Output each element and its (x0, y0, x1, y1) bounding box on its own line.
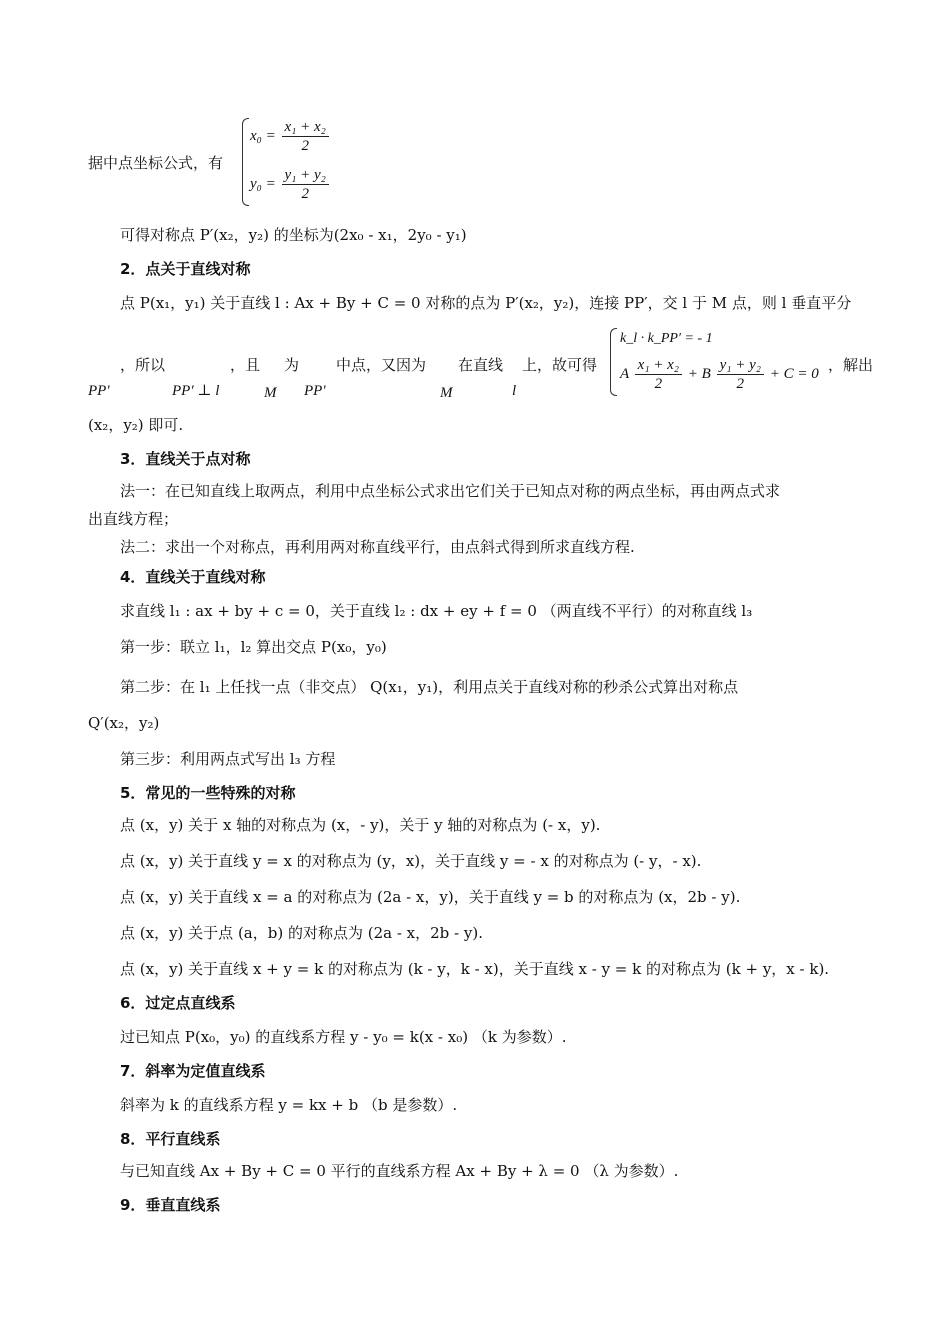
section-heading-2: 2．点关于直线对称 (120, 260, 251, 278)
sys2-frac1 (635, 356, 682, 393)
sys2-num2: y₁ + y₂ (717, 356, 764, 375)
s5-rule1: 点 (x，y) 关于 x 轴的对称点为 (x，- y)，关于 y 轴的对称点为 (- x，y). (120, 816, 601, 834)
midpoint-lead: 据中点坐标公式，有 (88, 154, 224, 172)
s3-method2: 法二：求出一个对称点，再利用两对称直线平行，由点斜式得到所求直线方程. (120, 538, 635, 556)
sys2-b: + B (687, 365, 711, 382)
eq2-denominator: 2 (301, 186, 309, 202)
eq2-lhs: y₀ = (250, 175, 276, 192)
eq1-lhs: x₀ = (250, 127, 276, 144)
s4-line5: 第三步：利用两点式写出 l₃ 方程 (120, 750, 336, 768)
eq2-fraction (282, 166, 329, 203)
sys2-frac2 (717, 356, 764, 393)
s2-sys2 (620, 356, 819, 393)
s2-line2e: 在直线 (458, 356, 504, 374)
sys2-num1: x₁ + x₂ (635, 356, 682, 375)
s7-line1: 斜率为 k 的直线系方程 y = kx + b （b 是参数）. (120, 1096, 458, 1114)
sys2-a: A (620, 365, 629, 382)
eq2-numerator: y₁ + y₂ (282, 166, 329, 185)
s4-line2: 第一步：联立 l₁，l₂ 算出交点 P(x₀，y₀) (120, 638, 387, 656)
eq1-numerator: x₁ + x₂ (282, 118, 329, 137)
s2-line2f: 上，故可得 (522, 356, 598, 374)
section-heading-7: 7．斜率为定值直线系 (120, 1062, 266, 1080)
s4-line4: Q′(x₂，y₂) (88, 714, 160, 732)
sys2-den1: 2 (654, 376, 663, 392)
s2-sub-perp: PP′ ⊥ l (172, 383, 220, 399)
s2-sys1: k_l · k_PP′ = - 1 (620, 331, 713, 346)
section-heading-9: 9．垂直直线系 (120, 1196, 221, 1214)
s3-method1b: 出直线方程； (88, 510, 179, 528)
system-brace (242, 118, 249, 206)
s2-line2a: ，所以 (120, 356, 166, 374)
section-heading-3: 3．直线关于点对称 (120, 450, 251, 468)
s5-rule2: 点 (x，y) 关于直线 y = x 的对称点为 (y，x)，关于直线 y = - x 的对称点为 (- y，- x). (120, 852, 702, 870)
section-heading-8: 8．平行直线系 (120, 1130, 221, 1148)
s2-sub-pp2: PP′ (304, 383, 326, 399)
s2-sub-pp: PP′ (88, 383, 110, 399)
s2-line1: 点 P(x₁，y₁) 关于直线 l : Ax + By + C = 0 对称的点为 P′(x₂，y₂)，连接 PP′，交 l 于 M 点，则 l 垂直平分 (120, 294, 852, 312)
eq1-fraction (282, 118, 329, 155)
sys2-c: + C = 0 (769, 365, 819, 382)
s6-line1: 过已知点 P(x₀，y₀) 的直线系方程 y - y₀ = k(x - x₀) （k 为参数）. (120, 1028, 567, 1046)
s5-rule4: 点 (x，y) 关于点 (a，b) 的对称点为 (2a - x，2b - y). (120, 924, 483, 942)
s2-line2c: 为 (284, 356, 300, 374)
midpoint-eq2 (250, 166, 331, 203)
s3-method1a: 法一：在已知直线上取两点，利用中点坐标公式求出它们关于已知点对称的两点坐标，再由两点式求 (120, 482, 781, 500)
s2-line2b: ，且 (230, 356, 261, 374)
s2-sub-m2: M (440, 385, 453, 401)
eq1-denominator: 2 (301, 138, 309, 154)
s2-sub-l: l (512, 383, 517, 399)
section-heading-4: 4．直线关于直线对称 (120, 568, 266, 586)
s2-line2d: 中点，又因为 (336, 356, 427, 374)
midpoint-eq1 (250, 118, 331, 155)
s5-rule5: 点 (x，y) 关于直线 x + y = k 的对称点为 (k - y，k - x)，关于直线 x - y = k 的对称点为 (k + y，x - k). (120, 960, 830, 978)
s2-line2g: ，解出 (828, 356, 874, 374)
midpoint-result: 可得对称点 P′(x₂，y₂) 的坐标为(2x₀ - x₁，2y₀ - y₁) (120, 226, 467, 244)
s4-line3: 第二步：在 l₁ 上任找一点（非交点） Q(x₁，y₁)，利用点关于直线对称的秒杀公式算出对称点 (120, 678, 739, 696)
sys2-den2: 2 (736, 376, 745, 392)
s2-sub-m: M (264, 385, 277, 401)
system-brace-2 (610, 328, 617, 396)
s5-rule3: 点 (x，y) 关于直线 x = a 的对称点为 (2a - x，y)，关于直线 y = b 的对称点为 (x，2b - y). (120, 888, 741, 906)
section-heading-6: 6．过定点直线系 (120, 994, 236, 1012)
s2-line3: (x₂，y₂) 即可. (88, 416, 184, 434)
s4-line1: 求直线 l₁ : ax + by + c = 0，关于直线 l₂ : dx + ey + f = 0 （两直线不平行）的对称直线 l₃ (120, 602, 753, 620)
section-heading-5: 5．常见的一些特殊的对称 (120, 784, 296, 802)
s8-line1: 与已知直线 Ax + By + C = 0 平行的直线系方程 Ax + By + λ = 0 （λ 为参数）. (120, 1162, 679, 1180)
